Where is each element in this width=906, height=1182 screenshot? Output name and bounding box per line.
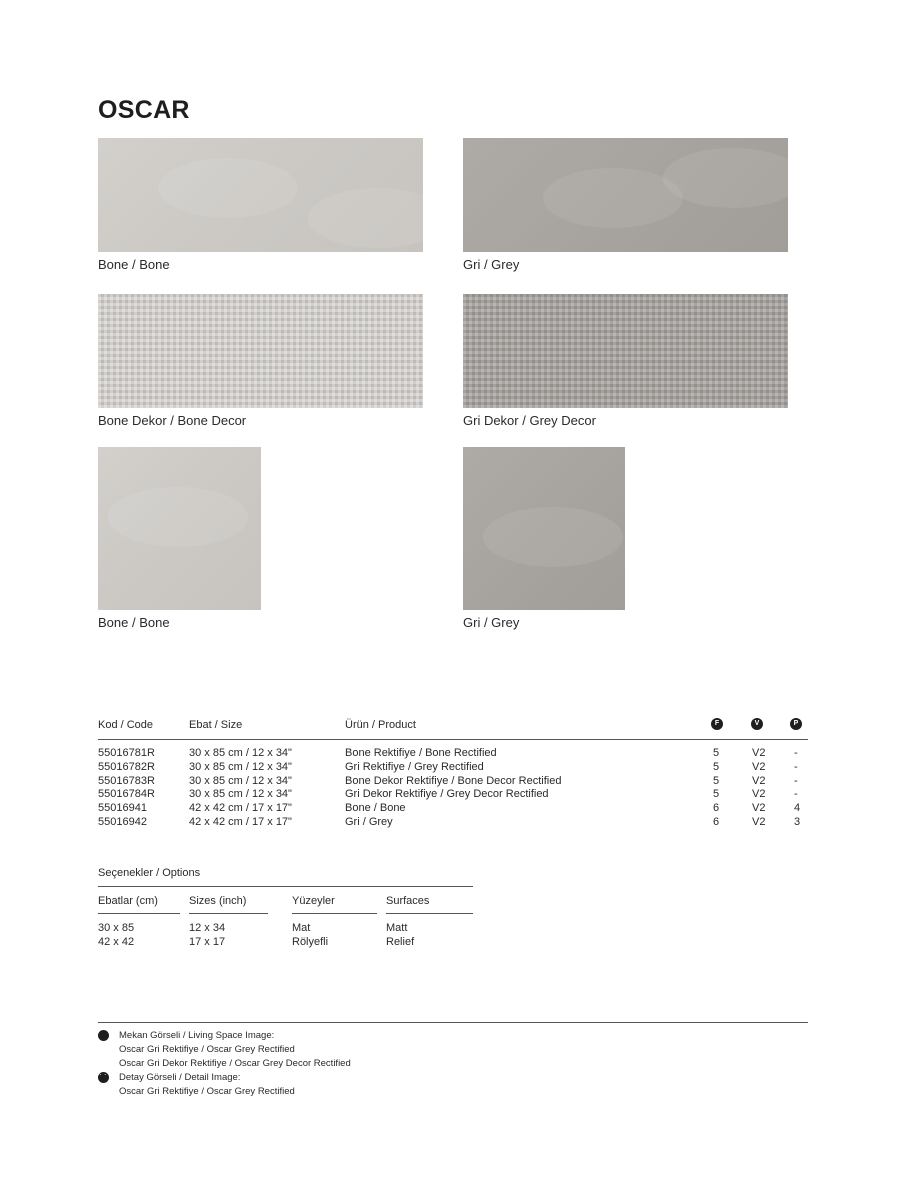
tile-caption: Gri Dekor / Grey Decor: [463, 413, 596, 428]
table-header-product: Ürün / Product: [345, 719, 416, 731]
row-p: 4: [794, 802, 801, 814]
pei-class-icon: P: [790, 718, 802, 730]
row-size: 30 x 85 cm / 12 x 34": [189, 761, 292, 773]
options-cell: 12 x 34: [189, 922, 226, 934]
tile-image-bone-decor: [98, 294, 423, 408]
row-p: -: [794, 761, 798, 773]
options-cell: Relief: [386, 936, 415, 948]
row-v: V2: [752, 816, 766, 828]
row-p: -: [794, 747, 798, 759]
table-header-size: Ebat / Size: [189, 719, 243, 731]
row-v: V2: [752, 747, 766, 759]
row-product: Bone Dekor Rektifiye / Bone Decor Rectified: [345, 775, 562, 787]
tile-image-grey-decor: [463, 294, 788, 408]
row-code: 55016781R: [98, 747, 155, 759]
tile-image-grey: [463, 138, 788, 252]
living-space-line: Oscar Gri Rektifiye / Oscar Grey Rectified: [119, 1044, 295, 1055]
row-f: 5: [713, 775, 720, 787]
footer-divider: [98, 1022, 808, 1023]
detail-line: Oscar Gri Rektifiye / Oscar Grey Rectified: [119, 1086, 295, 1097]
table-divider: [98, 739, 808, 740]
table-header-code: Kod / Code: [98, 719, 154, 731]
options-title: Seçenekler / Options: [98, 867, 201, 879]
row-product: Bone Rektifiye / Bone Rectified: [345, 747, 497, 759]
options-cell: 30 x 85: [98, 922, 135, 934]
detail-label: Detay Görseli / Detail Image:: [119, 1072, 241, 1083]
living-space-line: Oscar Gri Dekor Rektifiye / Oscar Grey Decor Rectified: [119, 1058, 351, 1069]
tile-caption: Gri / Grey: [463, 257, 520, 272]
row-size: 30 x 85 cm / 12 x 34": [189, 747, 292, 759]
frost-class-icon: F: [711, 718, 723, 730]
options-cell: Mat: [292, 922, 311, 934]
options-cell: Matt: [386, 922, 408, 934]
living-space-bullet-icon: [98, 1030, 109, 1041]
options-header-underline: [98, 913, 180, 914]
options-header: Surfaces: [386, 895, 430, 907]
row-v: V2: [752, 775, 766, 787]
row-size: 30 x 85 cm / 12 x 34": [189, 775, 292, 787]
row-code: 55016784R: [98, 788, 155, 800]
options-cell: Rölyefli: [292, 936, 329, 948]
row-p: -: [794, 788, 798, 800]
row-p: -: [794, 775, 798, 787]
row-f: 6: [713, 816, 720, 828]
row-code: 55016782R: [98, 761, 155, 773]
options-header: Sizes (inch): [189, 895, 247, 907]
row-f: 5: [713, 747, 720, 759]
tile-caption: Gri / Grey: [463, 615, 520, 630]
living-space-label: Mekan Görseli / Living Space Image:: [119, 1030, 275, 1041]
options-header-underline: [292, 913, 377, 914]
tile-caption: Bone / Bone: [98, 615, 170, 630]
row-size: 30 x 85 cm / 12 x 34": [189, 788, 292, 800]
options-header: Yüzeyler: [292, 895, 335, 907]
row-code: 55016783R: [98, 775, 155, 787]
tile-image-bone: [98, 138, 423, 252]
row-product: Gri / Grey: [345, 816, 393, 828]
variation-icon: V: [751, 718, 763, 730]
row-f: 5: [713, 788, 720, 800]
row-v: V2: [752, 802, 766, 814]
options-header-underline: [386, 913, 473, 914]
row-size: 42 x 42 cm / 17 x 17": [189, 802, 292, 814]
row-product: Bone / Bone: [345, 802, 406, 814]
row-code: 55016941: [98, 802, 147, 814]
row-p: 3: [794, 816, 801, 828]
row-size: 42 x 42 cm / 17 x 17": [189, 816, 292, 828]
row-v: V2: [752, 761, 766, 773]
row-product: Gri Rektifiye / Grey Rectified: [345, 761, 484, 773]
options-divider: [98, 886, 473, 887]
detail-bullet-icon: [98, 1072, 109, 1083]
row-product: Gri Dekor Rektifiye / Grey Decor Rectified: [345, 788, 549, 800]
options-cell: 17 x 17: [189, 936, 226, 948]
tile-caption: Bone Dekor / Bone Decor: [98, 413, 247, 428]
page-title: OSCAR: [98, 96, 190, 124]
options-cell: 42 x 42: [98, 936, 135, 948]
options-header-underline: [189, 913, 268, 914]
tile-image-grey-square: [463, 447, 625, 610]
tile-caption: Bone / Bone: [98, 257, 170, 272]
row-code: 55016942: [98, 816, 147, 828]
row-v: V2: [752, 788, 766, 800]
row-f: 6: [713, 802, 720, 814]
options-header: Ebatlar (cm): [98, 895, 158, 907]
row-f: 5: [713, 761, 720, 773]
tile-image-bone-square: [98, 447, 261, 610]
